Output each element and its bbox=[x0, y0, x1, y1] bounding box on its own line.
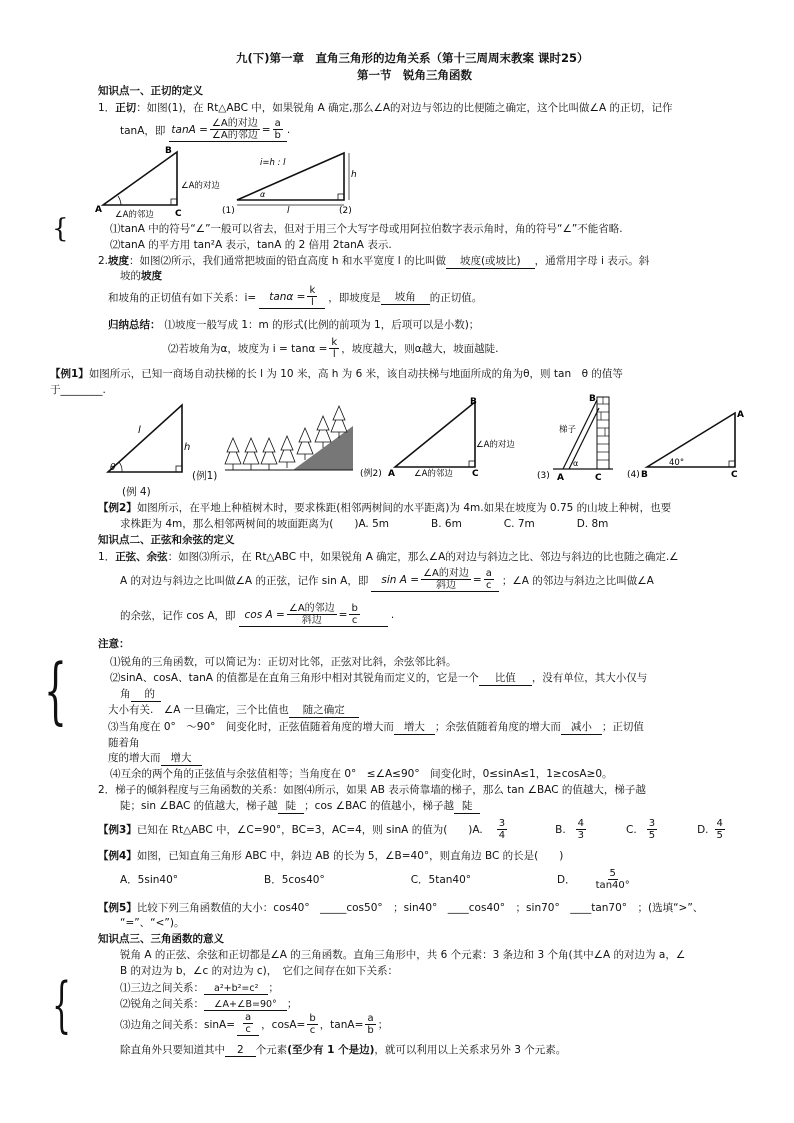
note-3b: 随着角 bbox=[108, 737, 140, 749]
summary-2: ⑵若坡角为α，坡度为 i = tanα = $\frac{k}{l}$ ，坡度越大，则α越大，坡面越陡. bbox=[168, 337, 499, 360]
example-4-options: A．5sin40° B．5cos40° C．5tan40° D． $\frac{5}{\tan 40^\circ}$ bbox=[120, 868, 630, 891]
svg-text:(2): (2) bbox=[339, 206, 352, 216]
svg-text:θ: θ bbox=[110, 463, 116, 473]
example-4: 【例4】如图，已知直角三角形 ABC 中，斜边 AB 的长为 5，∠B=40°，则直角边 BC 的长是( ) bbox=[98, 850, 564, 862]
section-heading: 知识点一、正切的定义 bbox=[98, 85, 203, 97]
figure-4 bbox=[627, 405, 745, 483]
svg-text:α: α bbox=[573, 459, 579, 468]
example-1: 【例1】如图所示，已知一商场自动扶梯的长 l 为 10 米，高 h 为 6 米，该自动扶梯与地面所成的角为θ，则 tan θ 的值等 bbox=[50, 368, 623, 380]
svg-text:∠A的对边: ∠A的对边 bbox=[476, 440, 515, 450]
svg-text:40°: 40° bbox=[669, 458, 685, 468]
section-heading: 知识点二、正弦和余弦的定义 bbox=[98, 534, 235, 546]
escalator-figure bbox=[100, 397, 190, 482]
tan-definition: tanA，即 tanA = $\frac{\text{∠A的对边}}{\text{∠A的邻边}}$ = $\frac{a}{b}$ . bbox=[120, 118, 291, 141]
trees-slope-figure bbox=[225, 418, 355, 478]
page-subtitle: 第一节 锐角三角函数 bbox=[357, 68, 472, 82]
figure-2 bbox=[222, 145, 357, 215]
ladder-relation-2: 陡；sin ∠BAC 的值越大，梯子越 陡 ；cos ∠BAC 的值越小，梯子越 陡 bbox=[120, 798, 480, 814]
svg-text:i=h : l: i=h : l bbox=[260, 158, 286, 168]
fig-caption: (例 4) bbox=[122, 486, 151, 498]
svg-text:l: l bbox=[287, 206, 290, 216]
note-1: ⑴锐角的三角函数，可以简记为：正切对比邻，正弦对比斜，余弦邻比斜。 bbox=[110, 656, 457, 668]
example-2-figure bbox=[360, 392, 515, 482]
svg-text:B: B bbox=[641, 470, 648, 480]
cos-definition: 的余弦，记作 cos A，即 cos A = $\frac{\text{∠A的邻边}}{\text{斜边}}$ = $\frac{b}{c}$ . bbox=[120, 603, 395, 626]
paragraph: 1．正弦、余弦：如图⑶所示，在 Rt△ABC 中，如果锐角 A 确定，那么∠A的对边与斜边之比、邻边与斜边的比也随之确定.∠ bbox=[98, 551, 679, 563]
svg-text:(1): (1) bbox=[222, 206, 235, 216]
svg-text:C: C bbox=[175, 209, 182, 219]
svg-text:α: α bbox=[260, 190, 266, 199]
ladder-figure bbox=[533, 392, 623, 482]
figure-1 bbox=[95, 140, 235, 218]
example-2: 【例2】如图所示，在平地上种植树木时，要求株距(相邻两树间的水平距离)为 4m.如果在坡度为 0.75 的山坡上种树，也要 bbox=[98, 502, 672, 514]
svg-text:C: C bbox=[731, 470, 738, 480]
relation-2: ⑵锐角之间关系： ∠A+∠B=90° ； bbox=[120, 998, 298, 1010]
paragraph: 锐角 A 的正弦、余弦和正切都是∠A 的三角函数。直角三角形中，共 6 个元素：3 条边和 3 个角(其中∠A 的对边为 a，∠ bbox=[120, 949, 686, 961]
svg-text:h: h bbox=[184, 442, 191, 453]
example-5-line2: “=”、“<”)。 bbox=[120, 917, 185, 929]
note-3c: 度的增大而 增大 bbox=[108, 750, 202, 766]
note-2b: 角 的 bbox=[120, 686, 161, 702]
svg-text:∠A的邻边: ∠A的邻边 bbox=[414, 469, 453, 479]
svg-text:B: B bbox=[589, 394, 596, 404]
svg-text:C: C bbox=[595, 473, 602, 483]
summary-1: 归纳总结： ⑴坡度一般写成 1：m 的形式(比例的前项为 1，后项可以是小数)； bbox=[108, 319, 480, 331]
example-2-line2: 求株距为 4m，那么相邻两树间的坡面距离为( )A. 5m B. 6m C. 7m D. 8m bbox=[120, 518, 609, 530]
ladder-relation: 2．梯子的倾斜程度与三角函数的关系：如图⑷所示，如果 AB 表示倚靠墙的梯子，那么 tan ∠BAC 的值越大，梯子越 bbox=[98, 784, 646, 796]
conclusion: 除直角外只要知道其中 2 个元素(至少有 1 个是边)，就可以利用以上关系求另外 3 个元素。 bbox=[120, 1044, 567, 1056]
svg-text:(4): (4) bbox=[627, 470, 640, 480]
note-2c: 大小有关. ∠A 一旦确定，三个比值也 随之确定 bbox=[108, 702, 359, 718]
relation-1: ⑴三边之间关系： a²+b²=c² ； bbox=[120, 982, 279, 994]
brace: { bbox=[44, 648, 67, 732]
paragraph: 1．正切：如图(1)，在 Rt△ABC 中，如果锐角 A 确定,那么∠A的对边与邻边的比便随之确定，这个比叫做∠A 的正切，记作 bbox=[98, 102, 673, 114]
example-1-line2: 于________. bbox=[50, 384, 106, 396]
label-B: B bbox=[165, 146, 172, 156]
note-2: ⑵sinA、cosA、tanA 的值都是在直角三角形中相对其锐角而定义的，它是一个 比值 ，没有单位，其大小仅与 bbox=[110, 672, 648, 684]
note-1: ⑴tanA 中的符号“∠”一般可以省去，但对于用三个大写字母或用阿拉伯数字表示角时，角的符号“∠”不能省略. bbox=[110, 223, 623, 235]
svg-text:A: A bbox=[737, 410, 744, 420]
svg-text:∠A的邻边: ∠A的邻边 bbox=[115, 210, 154, 220]
sin-definition: A 的对边与斜边之比叫做∠A 的正弦，记作 sin A，即 sin A = $\frac{\text{∠A的对边}}{\text{斜边}}$ = $\frac{a}{c}$ ；∠A 的邻边与斜边之比叫做∠A bbox=[120, 568, 654, 591]
page-title: 九(下)第一章 直角三角形的边角关系（第十三周周末教案 课时25） bbox=[236, 51, 589, 65]
svg-text:(3): (3) bbox=[537, 471, 550, 481]
note-heading: 注意： bbox=[98, 638, 130, 650]
section-heading: 知识点三、三角函数的意义 bbox=[98, 933, 224, 945]
svg-text:h: h bbox=[351, 170, 357, 180]
slope-line2: 坡的坡度 bbox=[120, 270, 162, 282]
relation-3: ⑶边角之间关系：sinA= $\frac{a}{c}$ ，cosA= $\frac{b}{c}$ ，tanA= $\frac{a}{b}$ ； bbox=[120, 1012, 389, 1036]
svg-text:梯子: 梯子 bbox=[559, 425, 577, 435]
example-3: 【例3】 已知在 Rt△ABC 中，∠C=90°，BC=3，AC=4，则 sinA 的值为( )A. $\frac{3}{4}$ B. $\frac{4}{3}$ C. $\frac{3}{5}$ D. $\frac{4}{5}$ bbox=[98, 818, 723, 841]
svg-text:(例2): (例2) bbox=[360, 469, 382, 479]
note-3: ⑶当角度在 0° ～90° 间变化时，正弦值随着角度的增大而 增大 ；余弦值随着角度的增大而 减小 ；正切值 bbox=[108, 721, 644, 733]
fig-caption: (例1) bbox=[192, 470, 218, 482]
svg-text:∠A的对边: ∠A的对边 bbox=[181, 181, 220, 191]
note-4: ⑷互余的两个角的正弦值与余弦值相等；当角度在 0° ≤∠A≤90° 间变化时，0≤sinA≤1，1≥cosA≥0。 bbox=[110, 768, 613, 780]
brace: { bbox=[52, 970, 72, 1040]
slope-relation: 和坡角的正切值有如下关系：i= tanα = $\frac{k}{l}$ ，即坡度是 坡角 的正切值。 bbox=[108, 285, 483, 308]
slope-definition: 2.坡度：如图⑵所示，我们通常把坡面的铅直高度 h 和水平宽度 l 的比叫做 坡度(或坡比) ，通常用字母 i 表示。斜 bbox=[98, 255, 650, 267]
svg-text:A: A bbox=[557, 473, 564, 483]
svg-text:A: A bbox=[95, 205, 102, 215]
paragraph: B 的对边为 b，∠c 的对边为 c)， 它们之间存在如下关系： bbox=[120, 965, 399, 977]
svg-text:B: B bbox=[470, 397, 477, 407]
svg-text:C: C bbox=[472, 469, 479, 479]
svg-text:A: A bbox=[388, 469, 395, 479]
example-5: 【例5】比较下列三角函数值的大小：cos40° _____cos50° ；sin40° ____cos40° ；sin70° ____tan70° ；(选填“>”、 bbox=[98, 902, 704, 914]
note-2: ⑵tanA 的平方用 tan²A 表示，tanA 的 2 倍用 2tanA 表示. bbox=[110, 239, 392, 251]
svg-text:l: l bbox=[138, 425, 141, 436]
brace: { bbox=[52, 214, 69, 244]
